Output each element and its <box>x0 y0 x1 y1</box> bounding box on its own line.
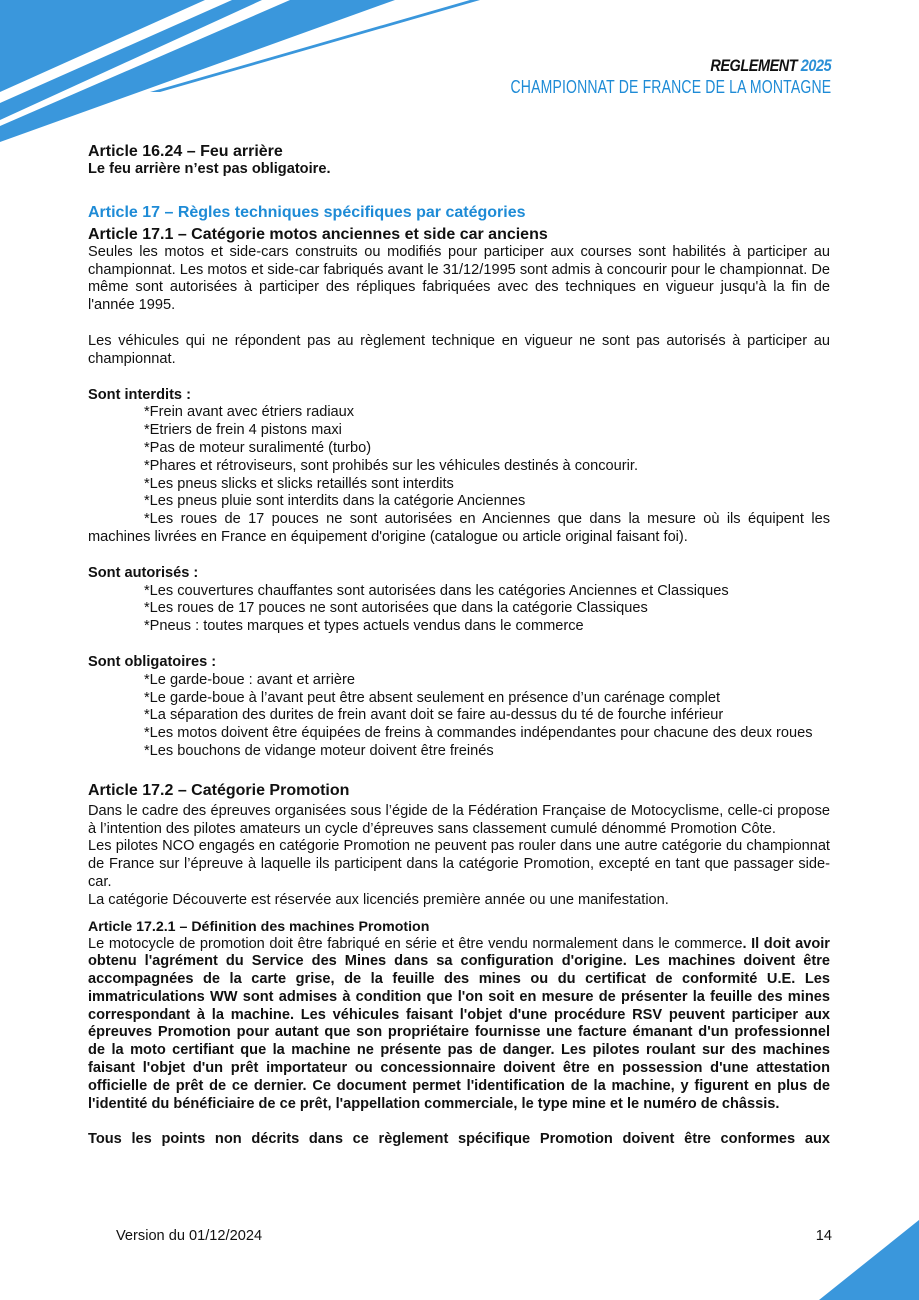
article-17-title: Article 17 – Règles techniques spécifiques par catégories <box>88 203 526 221</box>
interdits-label: Sont interdits : <box>88 386 191 403</box>
page-number: 14 <box>815 1228 832 1244</box>
article-17-2-1-paragraph-1 <box>88 936 830 1114</box>
interdits-item: *Les roues de 17 pouces ne sont autorisées en Anciennes que dans la mesure où ils équipent les machines livrées en France en équipement d'origine (catalogue ou article original faisant foi). <box>88 511 830 545</box>
interdits-item: *Phares et rétroviseurs, sont prohibés sur les véhicules destinés à concourir. <box>144 457 638 474</box>
interdits-item: *Etriers de frein 4 pistons maxi <box>144 422 342 439</box>
header-decoration <box>0 0 480 145</box>
header-championship: CHAMPIONNAT DE FRANCE DE LA MONTAGNE <box>510 77 831 97</box>
article-17-2-1-bold-text: . Il doit avoir obtenu l'agrément du Service des Mines dans sa configuration d'origine. Les machines doivent être accompagnées de la carte grise, de la feuille des mines ou du certificat de conformité U.E. Les immatriculations WW sont admises à condition que l'on soit en mesure de présenter la feuille des mines correspondant à la machine. Les véhicules faisant l'objet d'une procédure RSV peuvent participer aux épreuves Promotion pour autant que son propriétaire fournisse une facture émanant d'un professionnel de la moto certifiant que la machine ne présente pas de danger. Les pilotes roulant sur des machines faisant l'objet d'un prêt importateur ou concessionnaire doivent être en possession d'une attestation officielle de prêt de ce dernier. Ce document permet l'identification de la machine, y figurent en plus de l'identité du bénéficiaire de ce prêt, l'appellation commerciale, le type mine et le numéro de châssis. <box>88 935 830 1112</box>
article-16-24-text: Le feu arrière n’est pas obligatoire. <box>88 161 331 177</box>
document-header <box>420 56 831 98</box>
article-17-2-1-title: Article 17.2.1 – Définition des machines Promotion <box>88 918 430 935</box>
header-reglement: REGLEMENT <box>710 56 797 75</box>
autorises-label: Sont autorisés : <box>88 564 199 581</box>
article-16-24-title: Article 16.24 – Feu arrière <box>88 143 283 160</box>
obligatoires-item: *La séparation des durites de frein avant doit se faire au-dessus du té de fourche inférieur <box>144 707 724 724</box>
article-17-1-paragraph-2: Les véhicules qui ne répondent pas au règlement technique en vigueur ne sont pas autorisés à participer au championnat. <box>88 332 830 367</box>
article-17-1-paragraph-1: Seules les motos et side-cars construits ou modifiés pour participer aux courses sont habilités à participer au championnat. Les motos et side-car fabriqués avant le 31/12/1995 sont admis à concourir pour le championnat. De même sont autorisées à participer des répliques fabriquées avec des techniques en vigueur jusqu'à la fin de l'année 1995. <box>88 243 830 314</box>
page-footer <box>116 1228 832 1244</box>
obligatoires-item: *Les bouchons de vidange moteur doivent être freinés <box>144 742 494 759</box>
interdits-item: *Les pneus pluie sont interdits dans la catégorie Anciennes <box>144 493 526 510</box>
version-date: Version du 01/12/2024 <box>116 1228 263 1244</box>
article-17-2-paragraph-3: La catégorie Découverte est réservée aux licenciés première année ou une manifestation. <box>88 891 669 908</box>
obligatoires-item: *Le garde-boue : avant et arrière <box>144 671 355 688</box>
interdits-item: *Les pneus slicks et slicks retaillés sont interdits <box>144 475 454 492</box>
autorises-item: *Les roues de 17 pouces ne sont autorisées que dans la catégorie Classiques <box>144 600 648 617</box>
article-17-1-title: Article 17.1 – Catégorie motos anciennes et side car anciens <box>88 225 548 243</box>
obligatoires-item: *Le garde-boue à l’avant peut être absent seulement en présence d’un carénage complet <box>144 689 721 706</box>
header-year: 2025 <box>800 56 831 75</box>
interdits-item: *Pas de moteur suralimenté (turbo) <box>144 439 372 456</box>
autorises-item: *Pneus : toutes marques et types actuels vendus dans le commerce <box>144 618 584 635</box>
article-17-2-paragraph-2: Les pilotes NCO engagés en catégorie Promotion ne peuvent pas rouler dans une autre catégorie du championnat de France sur l’épreuve à laquelle ils participent dans la catégorie Promotion, excepté en tant que passager side-car. <box>88 838 830 890</box>
article-17-2-1-paragraph-2: Tous les points non décrits dans ce règlement spécifique Promotion doivent être conformes aux <box>88 1131 830 1148</box>
footer-decoration <box>819 1220 919 1300</box>
obligatoires-item: *Les motos doivent être équipées de freins à commandes indépendantes pour chacune des deux roues <box>144 725 813 742</box>
page-content <box>88 142 830 1149</box>
interdits-item: *Frein avant avec étriers radiaux <box>144 404 355 421</box>
obligatoires-label: Sont obligatoires : <box>88 653 217 670</box>
autorises-item: *Les couvertures chauffantes sont autorisées dans les catégories Anciennes et Classiques <box>144 582 729 599</box>
article-17-2-1-normal-text: Le motocycle de promotion doit être fabriqué en série et être vendu normalement dans le commerce <box>88 935 743 952</box>
article-17-2-title: Article 17.2 – Catégorie Promotion <box>88 781 350 799</box>
header-title <box>481 56 831 76</box>
article-17-2-paragraph-1: Dans le cadre des épreuves organisées sous l’égide de la Fédération Française de Motocyclisme, celle-ci propose à l’intention des pilotes amateurs un cycle d’épreuves sans classement cumulé dénommé Promotion Côte. <box>88 802 830 837</box>
